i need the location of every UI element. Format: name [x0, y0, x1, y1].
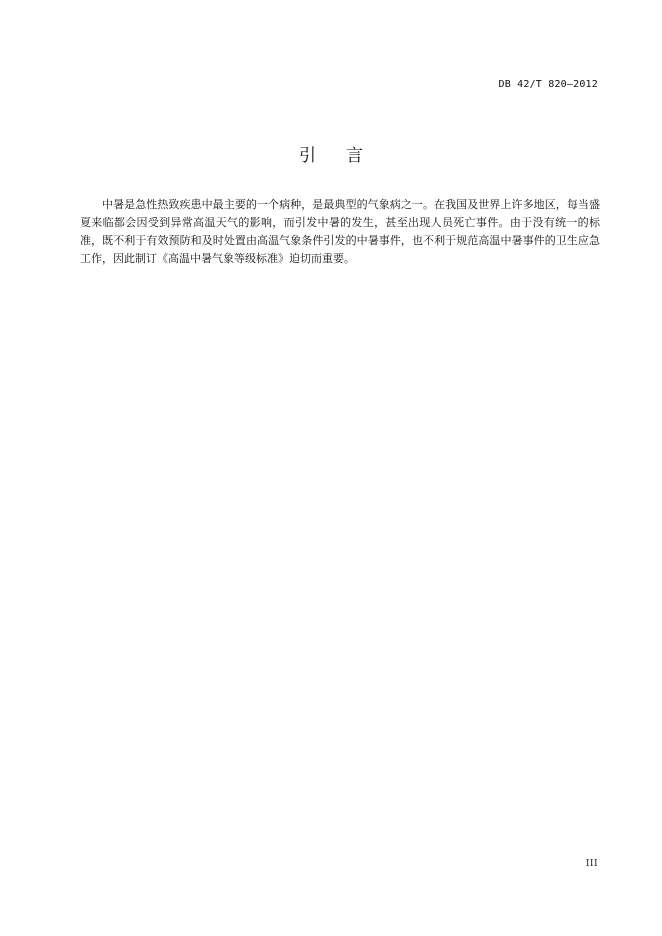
standard-code: DB 42/T 820—2012 [498, 79, 598, 90]
title-char-2: 言 [346, 146, 363, 166]
title-char-1: 引 [299, 146, 316, 166]
section-title [0, 141, 662, 166]
page-number: III [585, 859, 598, 869]
introduction-paragraph: 中暑是急性热致疾患中最主要的一个病种，是最典型的气象病之一。在我国及世界上许多地区，每当盛夏来临都会因受到异常高温天气的影响，而引发中暑的发生，甚至出现人员死亡事件。由于没有统一的标准，既不利于有效预防和及时处置由高温气象条件引发的中暑事件，也不利于规范高温中暑事件的卫生应急工作，因此制订《高温中暑气象等级标准》迫切而重要。 [80, 198, 600, 265]
